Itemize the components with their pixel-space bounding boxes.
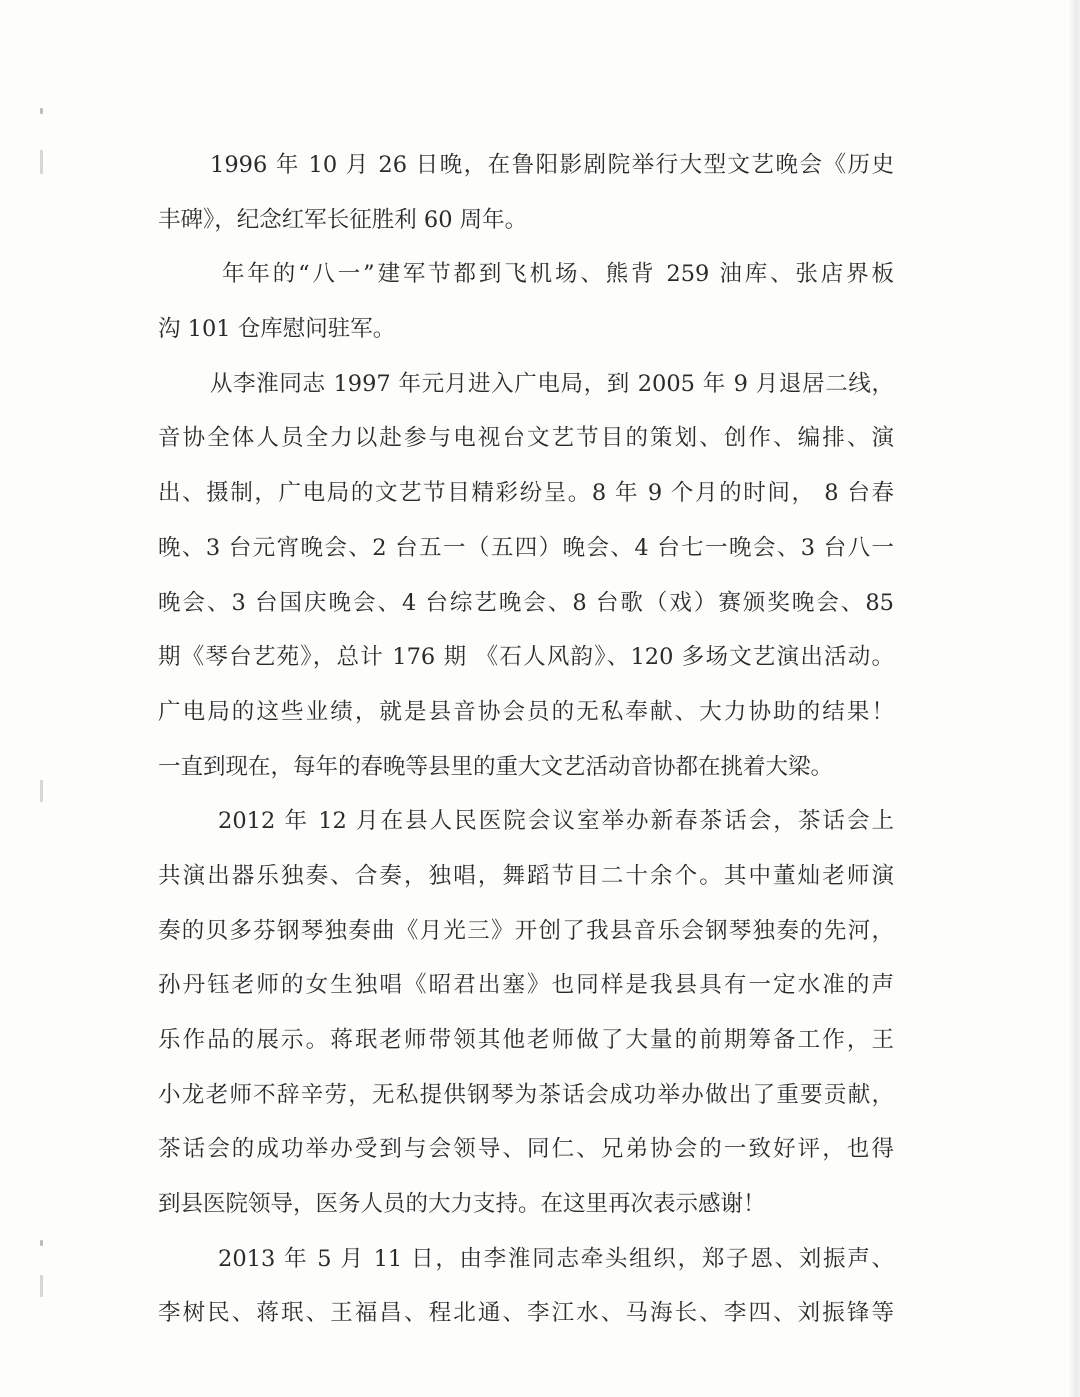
scan-mark	[40, 108, 43, 114]
text-line: 到县医院领导，医务人员的大力支持。在这里再次表示感谢！	[158, 1191, 766, 1218]
text-line: 一直到现在，每年的春晚等县里的重大文艺活动音协都在挑着大梁。	[158, 753, 834, 780]
paragraph-5	[158, 1232, 894, 1341]
scan-mark	[40, 1240, 43, 1246]
text-line: 茶话会的成功举办受到与会领导、同仁、兄弟协会的一致好评，也得	[158, 1136, 894, 1163]
text-line: 广电局的这些业绩，就是县音协会员的无私奉献、大力协助的结果！	[158, 698, 894, 725]
text-line: 2012 年 12 月在县人民医院会议室举办新春茶话会，茶话会上	[218, 808, 894, 835]
text-line: 李树民、蒋珉、王福昌、程北通、李江水、马海长、李四、刘振锋等	[158, 1300, 894, 1327]
paragraph-3	[158, 357, 894, 795]
document-body	[158, 138, 894, 1341]
text-line: 年年的“八一”建军节都到飞机场、熊背 259 油库、张店界板	[222, 261, 894, 288]
text-line: 音协全体人员全力以赴参与电视台文艺节目的策划、创作、编排、演	[158, 425, 894, 452]
text-line: 共演出器乐独奏、合奏，独唱，舞蹈节目二十余个。其中董灿老师演	[158, 862, 894, 889]
text-line: 小龙老师不辞辛劳，无私提供钢琴为茶话会成功举办做出了重要贡献，	[158, 1081, 894, 1108]
text-line: 奏的贝多芬钢琴独奏曲《月光三》开创了我县音乐会钢琴独奏的先河，	[158, 917, 894, 944]
text-line: 乐作品的展示。蒋珉老师带领其他老师做了大量的前期筹备工作，王	[158, 1027, 894, 1053]
paragraph-1	[158, 138, 894, 247]
scan-mark	[40, 150, 43, 174]
text-line: 沟 101 仓库慰问驻军。	[158, 316, 396, 343]
scan-mark	[40, 1275, 43, 1297]
paragraph-4	[158, 794, 894, 1232]
text-line: 2013 年 5 月 11 日，由李淮同志牵头组织，郑子恩、刘振声、	[218, 1245, 894, 1272]
text-line: 出、摄制，广电局的文艺节目精彩纷呈。8 年 9 个月的时间， 8 台春	[158, 480, 894, 507]
text-line: 从李淮同志 1997 年元月进入广电局，到 2005 年 9 月退居二线，	[210, 370, 894, 397]
scan-mark	[40, 780, 43, 802]
text-line: 期《琴台艺苑》，总计 176 期 《石人风韵》、120 多场文艺演出活动。	[158, 644, 894, 671]
text-line: 晚、3 台元宵晚会、2 台五一（五四）晚会、4 台七一晚会、3 台八一	[158, 534, 894, 561]
text-line: 丰碑》，纪念红军长征胜利 60 周年。	[158, 206, 528, 233]
text-line: 孙丹钰老师的女生独唱《昭君出塞》也同样是我县具有一定水准的声	[158, 972, 894, 999]
scan-edge	[1068, 0, 1080, 1397]
paragraph-2	[158, 247, 894, 356]
text-line: 晚会、3 台国庆晚会、4 台综艺晚会、8 台歌（戏）赛颁奖晚会、85	[158, 589, 894, 616]
text-line: 1996 年 10 月 26 日晚，在鲁阳影剧院举行大型文艺晚会《历史	[210, 152, 894, 178]
